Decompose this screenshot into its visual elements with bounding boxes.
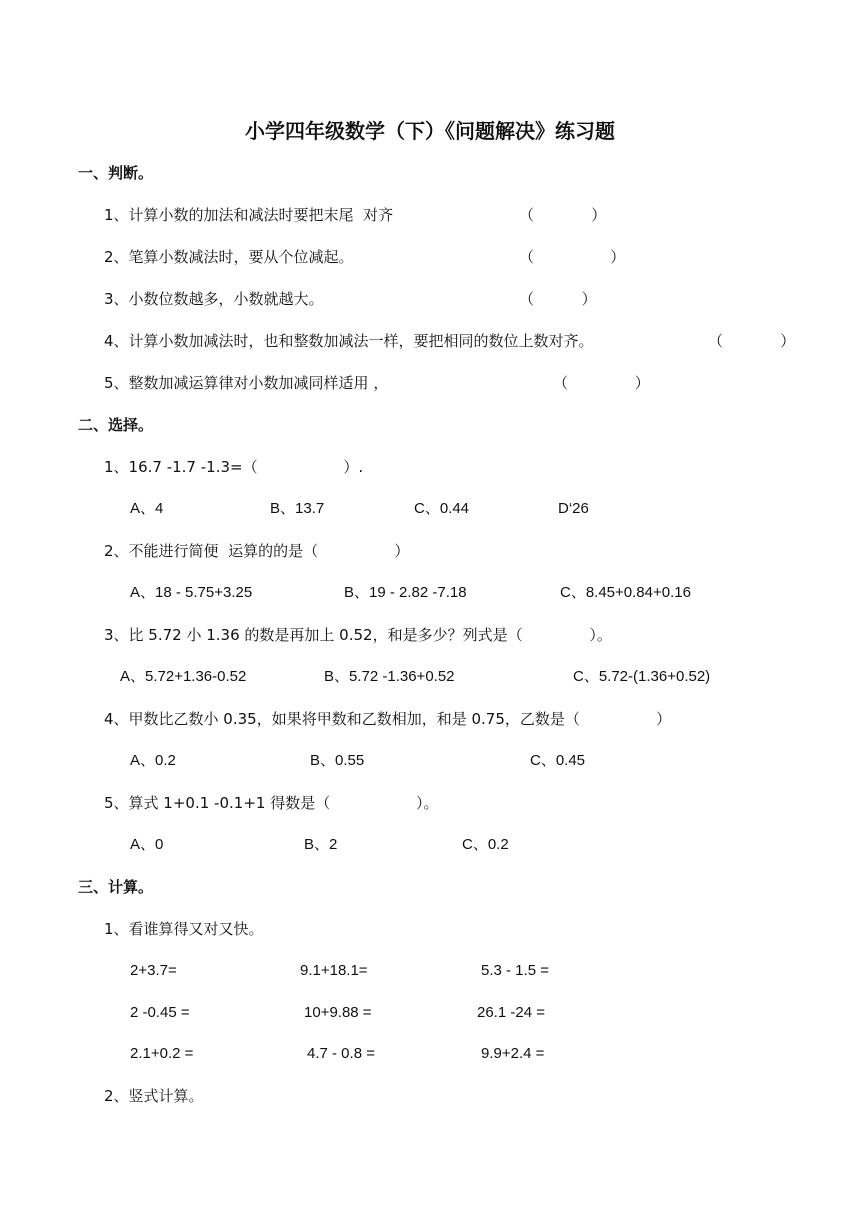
choice-4-option-a[interactable]: A、0.2: [130, 752, 176, 769]
judge-item-4: 4、计算小数加减法时，也和整数加减法一样，要把相同的数位上数对齐。: [104, 332, 594, 350]
judge-answer-2[interactable]: （ ）: [519, 248, 626, 266]
choice-5-option-a[interactable]: A、0: [130, 836, 164, 853]
choice-5-option-c[interactable]: C、0.2: [462, 836, 509, 853]
choice-1-option-c[interactable]: C、0.44: [414, 500, 470, 517]
calc-problem: 4.7 - 0.8 =: [307, 1045, 375, 1062]
judge-answer-4[interactable]: （ ）: [708, 332, 796, 350]
judge-answer-1[interactable]: （ ）: [519, 206, 607, 224]
choice-question-4: 4、甲数比乙数小 0.35，如果将甲数和乙数相加，和是 0.75，乙数是（ ）: [104, 710, 672, 728]
calc-problem: 9.9+2.4 =: [481, 1045, 545, 1062]
section-heading-calc: 三、计算。: [78, 878, 154, 896]
judge-answer-3[interactable]: （ ）: [519, 290, 597, 308]
choice-1-option-a[interactable]: A、4: [130, 500, 164, 517]
choice-3-option-c[interactable]: C、5.72-(1.36+0.52): [573, 668, 711, 685]
choice-question-3: 3、比 5.72 小 1.36 的数是再加上 0.52，和是多少？列式是（ ）。: [104, 626, 612, 644]
calc-problem: 5.3 - 1.5 =: [481, 962, 549, 979]
choice-4-option-c[interactable]: C、0.45: [530, 752, 586, 769]
choice-2-option-c[interactable]: C、8.45+0.84+0.16: [560, 584, 691, 601]
choice-4-option-b[interactable]: B、0.55: [310, 752, 365, 769]
calc-problem: 2 -0.45 =: [130, 1004, 190, 1021]
calc-subheading-2: 2、竖式计算。: [104, 1087, 204, 1105]
section-heading-choice: 二、选择。: [78, 416, 154, 434]
choice-1-option-b[interactable]: B、13.7: [270, 500, 325, 517]
choice-question-1: 1、16.7 -1.7 -1.3=（ ）.: [104, 458, 364, 476]
calc-problem: 9.1+18.1=: [300, 962, 368, 979]
choice-1-option-d[interactable]: D‘26: [558, 500, 589, 517]
calc-problem: 2+3.7=: [130, 962, 177, 979]
section-heading-judge: 一、判断。: [78, 164, 154, 182]
choice-2-option-b[interactable]: B、19 - 2.82 -7.18: [344, 584, 467, 601]
choice-2-option-a[interactable]: A、18 - 5.75+3.25: [130, 584, 253, 601]
calc-problem: 26.1 -24 =: [477, 1004, 545, 1021]
choice-question-5: 5、算式 1+0.1 -0.1+1 得数是（ ）。: [104, 794, 439, 812]
judge-answer-5[interactable]: （ ）: [553, 374, 650, 392]
judge-item-2: 2、笔算小数减法时，要从个位减起。: [104, 248, 354, 266]
judge-item-3: 3、小数位数越多，小数就越大。: [104, 290, 324, 308]
choice-5-option-b[interactable]: B、2: [304, 836, 338, 853]
calc-subheading-1: 1、看谁算得又对又快。: [104, 920, 264, 938]
calc-problem: 2.1+0.2 =: [130, 1045, 194, 1062]
judge-item-1: 1、计算小数的加法和减法时要把末尾 对齐: [104, 206, 394, 224]
choice-question-2: 2、不能进行简便 运算的的是（ ）: [104, 542, 410, 560]
choice-3-option-b[interactable]: B、5.72 -1.36+0.52: [324, 668, 455, 685]
choice-3-option-a[interactable]: A、5.72+1.36-0.52: [120, 668, 247, 685]
calc-problem: 10+9.88 =: [304, 1004, 372, 1021]
judge-item-5: 5、整数加减运算律对小数加减同样适用 ，: [104, 374, 389, 392]
page-title: 小学四年级数学（下）《问题解决》练习题: [245, 119, 615, 143]
